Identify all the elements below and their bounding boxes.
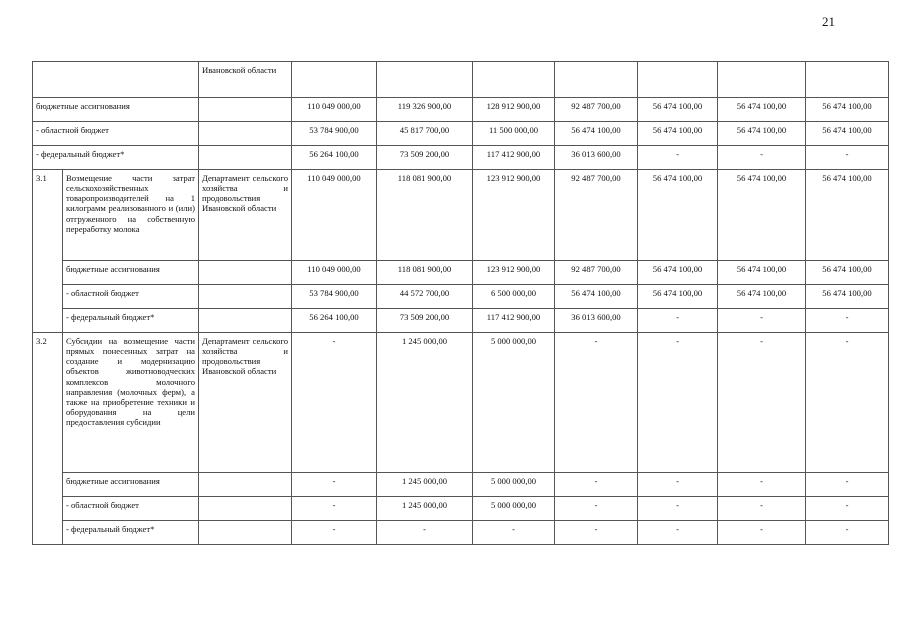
value-cell: - (292, 333, 377, 473)
value-cell: 1 245 000,00 (377, 473, 473, 497)
section-index: 3.2 (33, 333, 63, 545)
value-cell: - (638, 473, 718, 497)
table-row (33, 309, 889, 333)
table-cell (199, 261, 292, 285)
value-cell: 92 487 700,00 (555, 170, 638, 261)
value-cell: - (718, 473, 806, 497)
value-cell: - (555, 333, 638, 473)
table-cell (199, 122, 292, 146)
section-index: 3.1 (33, 170, 63, 333)
section-department: Департамент сельского хозяйства и продовольствия Ивановской области (199, 170, 292, 261)
value-cell: - (473, 521, 555, 545)
table-row (33, 122, 889, 146)
table-row (33, 146, 889, 170)
table-cell (638, 62, 718, 98)
value-cell: 5 000 000,00 (473, 497, 555, 521)
table-row (33, 521, 889, 545)
value-cell: - (638, 497, 718, 521)
budget-table (32, 61, 889, 545)
table-cell (199, 309, 292, 333)
value-cell: - (292, 497, 377, 521)
value-cell: 123 912 900,00 (473, 170, 555, 261)
value-cell: 56 474 100,00 (638, 98, 718, 122)
value-cell: 56 264 100,00 (292, 309, 377, 333)
table-row (33, 473, 889, 497)
value-cell: 110 049 000,00 (292, 170, 377, 261)
value-cell: 56 474 100,00 (806, 261, 889, 285)
value-cell: - (718, 146, 806, 170)
table-cell (199, 285, 292, 309)
value-cell: 6 500 000,00 (473, 285, 555, 309)
value-cell: 45 817 700,00 (377, 122, 473, 146)
page-number: 21 (822, 14, 835, 29)
value-cell: 56 474 100,00 (555, 122, 638, 146)
value-cell: - (555, 497, 638, 521)
table-cell (199, 521, 292, 545)
value-cell: - (377, 521, 473, 545)
table-cell (199, 497, 292, 521)
value-cell: - (806, 333, 889, 473)
value-cell: 92 487 700,00 (555, 261, 638, 285)
value-cell: 5 000 000,00 (473, 473, 555, 497)
value-cell: 53 784 900,00 (292, 285, 377, 309)
value-cell: - (292, 473, 377, 497)
value-cell: 56 474 100,00 (718, 285, 806, 309)
value-cell: 1 245 000,00 (377, 497, 473, 521)
value-cell: 56 474 100,00 (718, 98, 806, 122)
value-cell: - (638, 309, 718, 333)
value-cell: - (638, 146, 718, 170)
value-cell: 73 509 200,00 (377, 146, 473, 170)
value-cell: 118 081 900,00 (377, 261, 473, 285)
value-cell: - (806, 146, 889, 170)
section-department: Департамент сельского хозяйства и продовольствия Ивановской области (199, 333, 292, 473)
table-cell (377, 62, 473, 98)
value-cell: 117 412 900,00 (473, 309, 555, 333)
row-label: - федеральный бюджет* (63, 309, 199, 333)
value-cell: 53 784 900,00 (292, 122, 377, 146)
value-cell: 56 474 100,00 (806, 170, 889, 261)
value-cell: 110 049 000,00 (292, 261, 377, 285)
section-name: Возмещение части затрат сельскохозяйственных товаропроизводителей на 1 килограмм реализованного и (или) отгруженного на собственную переработку молока (63, 170, 199, 261)
value-cell: - (555, 521, 638, 545)
row-label: бюджетные ассигнования (63, 473, 199, 497)
value-cell: 56 474 100,00 (555, 285, 638, 309)
value-cell: 92 487 700,00 (555, 98, 638, 122)
row-label: бюджетные ассигнования (63, 261, 199, 285)
value-cell: 56 474 100,00 (718, 170, 806, 261)
department-cell: Ивановской области (199, 62, 292, 98)
row-label: бюджетные ассигнования (33, 98, 199, 122)
table-cell (199, 473, 292, 497)
value-cell: 117 412 900,00 (473, 146, 555, 170)
value-cell: 36 013 600,00 (555, 309, 638, 333)
value-cell: - (806, 473, 889, 497)
row-label: - федеральный бюджет* (33, 146, 199, 170)
table-cell (718, 62, 806, 98)
value-cell: - (638, 333, 718, 473)
value-cell: 56 474 100,00 (638, 285, 718, 309)
value-cell: - (718, 521, 806, 545)
value-cell: 56 474 100,00 (806, 285, 889, 309)
value-cell: 119 326 900,00 (377, 98, 473, 122)
table-cell (555, 62, 638, 98)
value-cell: 56 474 100,00 (638, 261, 718, 285)
table-row (33, 170, 889, 261)
value-cell: 56 474 100,00 (806, 98, 889, 122)
value-cell: - (718, 333, 806, 473)
table-cell (199, 98, 292, 122)
value-cell: 73 509 200,00 (377, 309, 473, 333)
table-row (33, 261, 889, 285)
value-cell: 56 474 100,00 (718, 122, 806, 146)
table-row (33, 285, 889, 309)
value-cell: 1 245 000,00 (377, 333, 473, 473)
value-cell: 118 081 900,00 (377, 170, 473, 261)
value-cell: 5 000 000,00 (473, 333, 555, 473)
table-row (33, 62, 889, 98)
table-cell (199, 146, 292, 170)
value-cell: 36 013 600,00 (555, 146, 638, 170)
value-cell: 110 049 000,00 (292, 98, 377, 122)
value-cell: 56 474 100,00 (718, 261, 806, 285)
value-cell: - (806, 497, 889, 521)
value-cell: 128 912 900,00 (473, 98, 555, 122)
value-cell: 44 572 700,00 (377, 285, 473, 309)
value-cell: - (718, 309, 806, 333)
value-cell: 11 500 000,00 (473, 122, 555, 146)
table-cell (473, 62, 555, 98)
row-label: - областной бюджет (63, 285, 199, 309)
value-cell: - (292, 521, 377, 545)
value-cell: 56 474 100,00 (806, 122, 889, 146)
table-cell (33, 62, 199, 98)
row-label: - областной бюджет (63, 497, 199, 521)
row-label: - федеральный бюджет* (63, 521, 199, 545)
value-cell: 56 264 100,00 (292, 146, 377, 170)
value-cell: - (806, 521, 889, 545)
value-cell: - (555, 473, 638, 497)
table-row (33, 333, 889, 473)
value-cell: - (806, 309, 889, 333)
table-cell (292, 62, 377, 98)
row-label: - областной бюджет (33, 122, 199, 146)
value-cell: 56 474 100,00 (638, 170, 718, 261)
value-cell: - (718, 497, 806, 521)
table-cell (806, 62, 889, 98)
section-name: Субсидии на возмещение части прямых понесенных затрат на создание и модернизацию объектов животноводческих комплексов молочного направления (молочных ферм), а также на приобретение техники и оборудования на цели предоставления субсидии (63, 333, 199, 473)
table-row (33, 497, 889, 521)
value-cell: 56 474 100,00 (638, 122, 718, 146)
value-cell: - (638, 521, 718, 545)
table-row (33, 98, 889, 122)
value-cell: 123 912 900,00 (473, 261, 555, 285)
